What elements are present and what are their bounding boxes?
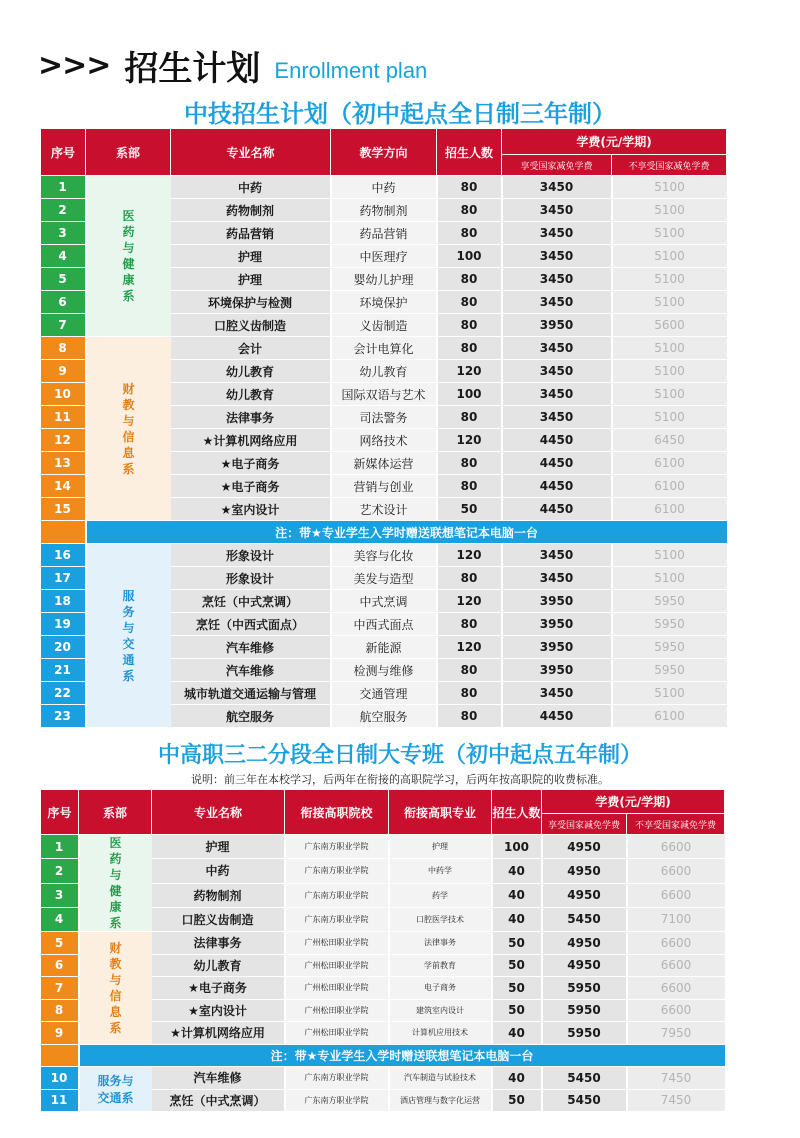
fee-reduced: 3450 (502, 245, 612, 268)
major-name: 药物制剂 (171, 199, 331, 222)
row-seq: 3 (41, 883, 79, 907)
fee-reduced: 4950 (542, 883, 627, 907)
linked-major: 中药学 (389, 859, 492, 883)
promo-note: 注：带★专业学生入学时赠送联想笔记本电脑一台 (79, 1044, 725, 1067)
row-seq: 5 (41, 932, 79, 955)
teaching-direction: 艺术设计 (331, 498, 437, 521)
enroll-count: 120 (437, 590, 502, 613)
table-row (41, 932, 725, 955)
page-title-en: Enrollment plan (274, 58, 428, 83)
linked-college: 广东南方职业学院 (285, 1067, 389, 1090)
teaching-direction: 营销与创业 (331, 475, 437, 498)
row-seq: 8 (41, 999, 79, 1022)
linked-major: 酒店管理与数字化运营 (389, 1089, 492, 1112)
table-row (41, 544, 727, 567)
linked-college: 广东南方职业学院 (285, 835, 389, 859)
teaching-direction: 美发与造型 (331, 567, 437, 590)
row-seq: 5 (41, 268, 86, 291)
major-name: 护理 (152, 835, 285, 859)
note-row (41, 521, 727, 544)
major-name: 汽车维修 (171, 659, 331, 682)
fee-full: 5100 (612, 337, 727, 360)
fee-reduced: 3450 (502, 383, 612, 406)
linked-major: 护理 (389, 835, 492, 859)
linked-major: 药学 (389, 883, 492, 907)
dept-cell (86, 176, 171, 337)
linked-major: 汽车制造与试验技术 (389, 1067, 492, 1090)
fee-full: 5100 (612, 291, 727, 314)
row-seq: 12 (41, 429, 86, 452)
enroll-count: 80 (437, 567, 502, 590)
col-count: 招生人数 (492, 790, 542, 835)
major-name: 口腔义齿制造 (171, 314, 331, 337)
fee-full: 6100 (612, 498, 727, 521)
major-name: ★计算机网络应用 (171, 429, 331, 452)
row-seq: 17 (41, 567, 86, 590)
fee-full: 7450 (627, 1067, 725, 1090)
fee-full: 7450 (627, 1089, 725, 1112)
fee-full: 6100 (612, 452, 727, 475)
row-seq: 16 (41, 544, 86, 567)
row-seq: 4 (41, 245, 86, 268)
section2-title: 中高职三二分段全日制大专班（初中起点五年制） (157, 743, 642, 768)
major-name: ★计算机网络应用 (152, 1022, 285, 1045)
row-seq: 19 (41, 613, 86, 636)
major-name: 中药 (171, 176, 331, 199)
linked-major: 法律事务 (389, 932, 492, 955)
teaching-direction: 中医理疗 (331, 245, 437, 268)
major-name: 烹饪（中式烹调） (171, 590, 331, 613)
col-seq: 序号 (41, 129, 86, 176)
enroll-count: 80 (437, 176, 502, 199)
teaching-direction: 司法警务 (331, 406, 437, 429)
major-name: ★电子商务 (171, 452, 331, 475)
fee-reduced: 3450 (502, 544, 612, 567)
enroll-count: 80 (437, 659, 502, 682)
enroll-count: 40 (492, 1067, 542, 1090)
row-seq: 7 (41, 977, 79, 1000)
fee-full: 5100 (612, 222, 727, 245)
enroll-count: 120 (437, 429, 502, 452)
fee-full: 5100 (612, 383, 727, 406)
col-direction: 教学方向 (331, 129, 437, 176)
fee-reduced: 4950 (542, 954, 627, 977)
dept-cell (86, 544, 171, 728)
enroll-count: 100 (437, 383, 502, 406)
section2-description: 说明：前三年在本校学习，后两年在衔接的高职院学习，后两年按高职院的收费标准。 (191, 773, 609, 786)
fee-full: 7950 (627, 1022, 725, 1045)
fee-full: 7100 (627, 907, 725, 931)
col-hmajor: 衔接高职专业 (389, 790, 492, 835)
page-header (38, 40, 427, 90)
linked-major: 电子商务 (389, 977, 492, 1000)
enroll-count: 80 (437, 705, 502, 728)
row-seq: 2 (41, 859, 79, 883)
teaching-direction: 新媒体运营 (331, 452, 437, 475)
fee-reduced: 5950 (542, 977, 627, 1000)
row-seq: 10 (41, 383, 86, 406)
enroll-count: 40 (492, 1022, 542, 1045)
linked-major: 计算机应用技术 (389, 1022, 492, 1045)
major-name: 幼儿教育 (171, 360, 331, 383)
teaching-direction: 新能源 (331, 636, 437, 659)
linked-college: 广州松田职业学院 (285, 954, 389, 977)
major-name: 航空服务 (171, 705, 331, 728)
row-seq: 9 (41, 1022, 79, 1045)
fee-reduced: 5450 (542, 1067, 627, 1090)
major-name: 形象设计 (171, 544, 331, 567)
enroll-count: 80 (437, 337, 502, 360)
teaching-direction: 幼儿教育 (331, 360, 437, 383)
fee-reduced: 3450 (502, 360, 612, 383)
enroll-count: 50 (492, 977, 542, 1000)
col-fee-b: 不享受国家减免学费 (612, 155, 727, 176)
teaching-direction: 网络技术 (331, 429, 437, 452)
row-seq: 7 (41, 314, 86, 337)
row-seq: 20 (41, 636, 86, 659)
row-seq: 9 (41, 360, 86, 383)
enroll-count: 80 (437, 613, 502, 636)
enroll-count: 120 (437, 544, 502, 567)
fee-full: 5100 (612, 406, 727, 429)
teaching-direction: 药品营销 (331, 222, 437, 245)
row-seq: 18 (41, 590, 86, 613)
major-name: 烹饪（中式烹调） (152, 1089, 285, 1112)
enroll-count: 40 (492, 883, 542, 907)
fee-reduced: 5450 (542, 907, 627, 931)
fee-reduced: 4450 (502, 475, 612, 498)
dazhuan-enrollment-table (40, 789, 725, 1112)
enroll-count: 80 (437, 222, 502, 245)
promo-note: 注：带★专业学生入学时赠送联想笔记本电脑一台 (86, 521, 727, 544)
col-major: 专业名称 (171, 129, 331, 176)
major-name: ★电子商务 (152, 977, 285, 1000)
teaching-direction: 中式烹调 (331, 590, 437, 613)
enroll-count: 40 (492, 907, 542, 931)
section1-title: 中技招生计划（初中起点全日制三年制） (184, 100, 616, 128)
row-seq: 4 (41, 907, 79, 931)
fee-reduced: 3950 (502, 636, 612, 659)
fee-full: 6100 (612, 475, 727, 498)
enroll-count: 80 (437, 475, 502, 498)
table-row (41, 176, 727, 199)
secondary-enrollment-table (40, 128, 727, 728)
fee-reduced: 5450 (542, 1089, 627, 1112)
arrows-icon: >>> (38, 47, 111, 83)
teaching-direction: 药物制剂 (331, 199, 437, 222)
row-seq: 10 (41, 1067, 79, 1090)
col-fee: 学费(元/学期) (542, 790, 725, 814)
col-dept: 系部 (79, 790, 152, 835)
linked-college: 广东南方职业学院 (285, 883, 389, 907)
col-count: 招生人数 (437, 129, 502, 176)
major-name: 形象设计 (171, 567, 331, 590)
dept-name: 医药与健康系 (122, 209, 135, 303)
teaching-direction: 义齿制造 (331, 314, 437, 337)
major-name: 药物制剂 (152, 883, 285, 907)
row-seq: 14 (41, 475, 86, 498)
major-name: 法律事务 (171, 406, 331, 429)
major-name: 药品营销 (171, 222, 331, 245)
teaching-direction: 航空服务 (331, 705, 437, 728)
teaching-direction: 交通管理 (331, 682, 437, 705)
fee-full: 6600 (627, 859, 725, 883)
major-name: 烹饪（中西式面点） (171, 613, 331, 636)
linked-college: 广州松田职业学院 (285, 1022, 389, 1045)
dept-cell (79, 932, 152, 1045)
fee-reduced: 3450 (502, 268, 612, 291)
fee-reduced: 3450 (502, 222, 612, 245)
col-fee-a: 享受国家减免学费 (542, 814, 627, 835)
fee-full: 5600 (612, 314, 727, 337)
fee-full: 6600 (627, 954, 725, 977)
fee-reduced: 3450 (502, 199, 612, 222)
dept-cell (79, 1067, 152, 1112)
linked-major: 学前教育 (389, 954, 492, 977)
enroll-count: 50 (492, 1089, 542, 1112)
enroll-count: 50 (492, 932, 542, 955)
fee-reduced: 5950 (542, 1022, 627, 1045)
linked-college: 广州松田职业学院 (285, 932, 389, 955)
dept-name: 医药与健康系 (109, 836, 122, 930)
row-seq: 13 (41, 452, 86, 475)
dept-name: 财教与信息系 (109, 940, 122, 1035)
row-seq: 22 (41, 682, 86, 705)
teaching-direction: 国际双语与艺术 (331, 383, 437, 406)
enroll-count: 80 (437, 199, 502, 222)
col-school: 衔接高职院校 (285, 790, 389, 835)
enroll-count: 80 (437, 682, 502, 705)
row-seq-blank (41, 1044, 79, 1067)
table-row (41, 337, 727, 360)
fee-full: 5100 (612, 360, 727, 383)
fee-reduced: 3950 (502, 590, 612, 613)
fee-full: 5950 (612, 613, 727, 636)
fee-full: 6600 (627, 999, 725, 1022)
col-fee-a: 享受国家减免学费 (502, 155, 612, 176)
teaching-direction: 婴幼儿护理 (331, 268, 437, 291)
col-major: 专业名称 (152, 790, 285, 835)
row-seq: 11 (41, 1089, 79, 1112)
linked-college: 广东南方职业学院 (285, 907, 389, 931)
fee-full: 6450 (612, 429, 727, 452)
fee-reduced: 4450 (502, 452, 612, 475)
teaching-direction: 环境保护 (331, 291, 437, 314)
fee-reduced: 5950 (542, 999, 627, 1022)
row-seq: 11 (41, 406, 86, 429)
enroll-count: 120 (437, 360, 502, 383)
enroll-count: 80 (437, 452, 502, 475)
fee-reduced: 3450 (502, 406, 612, 429)
teaching-direction: 会计电算化 (331, 337, 437, 360)
col-seq: 序号 (41, 790, 79, 835)
row-seq: 21 (41, 659, 86, 682)
fee-full: 5100 (612, 682, 727, 705)
col-fee-b: 不享受国家减免学费 (627, 814, 725, 835)
fee-reduced: 4450 (502, 498, 612, 521)
major-name: 幼儿教育 (152, 954, 285, 977)
row-seq: 3 (41, 222, 86, 245)
fee-full: 5950 (612, 636, 727, 659)
col-dept: 系部 (86, 129, 171, 176)
fee-full: 5100 (612, 268, 727, 291)
major-name: 护理 (171, 268, 331, 291)
enroll-count: 80 (437, 406, 502, 429)
enroll-count: 100 (437, 245, 502, 268)
major-name: 汽车维修 (152, 1067, 285, 1090)
fee-full: 5950 (612, 659, 727, 682)
fee-reduced: 4950 (542, 859, 627, 883)
fee-reduced: 3950 (502, 659, 612, 682)
major-name: 护理 (171, 245, 331, 268)
linked-college: 广州松田职业学院 (285, 977, 389, 1000)
teaching-direction: 中西式面点 (331, 613, 437, 636)
table-row (41, 1067, 725, 1090)
dept-name: 财教与信息系 (122, 381, 135, 476)
major-name: ★室内设计 (171, 498, 331, 521)
fee-full: 6100 (612, 705, 727, 728)
row-seq: 8 (41, 337, 86, 360)
dept-name: 服务与交通系 (122, 588, 135, 683)
major-name: ★室内设计 (152, 999, 285, 1022)
fee-full: 6600 (627, 932, 725, 955)
fee-reduced: 3450 (502, 682, 612, 705)
fee-full: 6600 (627, 835, 725, 859)
major-name: 环境保护与检测 (171, 291, 331, 314)
teaching-direction: 中药 (331, 176, 437, 199)
fee-reduced: 3450 (502, 291, 612, 314)
linked-college: 广东南方职业学院 (285, 859, 389, 883)
enroll-count: 40 (492, 859, 542, 883)
dept-name: 服务与交通系 (97, 1074, 134, 1105)
fee-reduced: 3950 (502, 613, 612, 636)
row-seq: 15 (41, 498, 86, 521)
linked-major: 建筑室内设计 (389, 999, 492, 1022)
enroll-count: 50 (492, 954, 542, 977)
fee-full: 5950 (612, 590, 727, 613)
row-seq-blank (41, 521, 86, 544)
fee-reduced: 3450 (502, 337, 612, 360)
row-seq: 1 (41, 835, 79, 859)
fee-full: 5100 (612, 245, 727, 268)
fee-reduced: 4450 (502, 429, 612, 452)
fee-reduced: 3950 (502, 314, 612, 337)
enroll-count: 80 (437, 291, 502, 314)
fee-full: 5100 (612, 567, 727, 590)
teaching-direction: 检测与维修 (331, 659, 437, 682)
fee-reduced: 4950 (542, 835, 627, 859)
fee-reduced: 3450 (502, 567, 612, 590)
note-row (41, 1044, 725, 1067)
fee-full: 5100 (612, 199, 727, 222)
linked-college: 广东南方职业学院 (285, 1089, 389, 1112)
major-name: 汽车维修 (171, 636, 331, 659)
row-seq: 23 (41, 705, 86, 728)
enroll-count: 80 (437, 314, 502, 337)
major-name: 幼儿教育 (171, 383, 331, 406)
row-seq: 1 (41, 176, 86, 199)
fee-reduced: 4450 (502, 705, 612, 728)
major-name: 会计 (171, 337, 331, 360)
fee-full: 5100 (612, 176, 727, 199)
enroll-count: 50 (492, 999, 542, 1022)
fee-reduced: 3450 (502, 176, 612, 199)
fee-reduced: 4950 (542, 932, 627, 955)
col-fee: 学费(元/学期) (502, 129, 727, 155)
row-seq: 2 (41, 199, 86, 222)
dept-cell (79, 835, 152, 932)
row-seq: 6 (41, 291, 86, 314)
enroll-count: 120 (437, 636, 502, 659)
dept-cell (86, 337, 171, 521)
major-name: 城市轨道交通运输与管理 (171, 682, 331, 705)
table-row (41, 835, 725, 859)
major-name: ★电子商务 (171, 475, 331, 498)
teaching-direction: 美容与化妆 (331, 544, 437, 567)
major-name: 口腔义齿制造 (152, 907, 285, 931)
enroll-count: 100 (492, 835, 542, 859)
enroll-count: 80 (437, 268, 502, 291)
fee-full: 6600 (627, 883, 725, 907)
row-seq: 6 (41, 954, 79, 977)
fee-full: 6600 (627, 977, 725, 1000)
major-name: 中药 (152, 859, 285, 883)
enroll-count: 50 (437, 498, 502, 521)
major-name: 法律事务 (152, 932, 285, 955)
linked-major: 口腔医学技术 (389, 907, 492, 931)
linked-college: 广州松田职业学院 (285, 999, 389, 1022)
fee-full: 5100 (612, 544, 727, 567)
page-title: 招生计划 (124, 48, 261, 89)
